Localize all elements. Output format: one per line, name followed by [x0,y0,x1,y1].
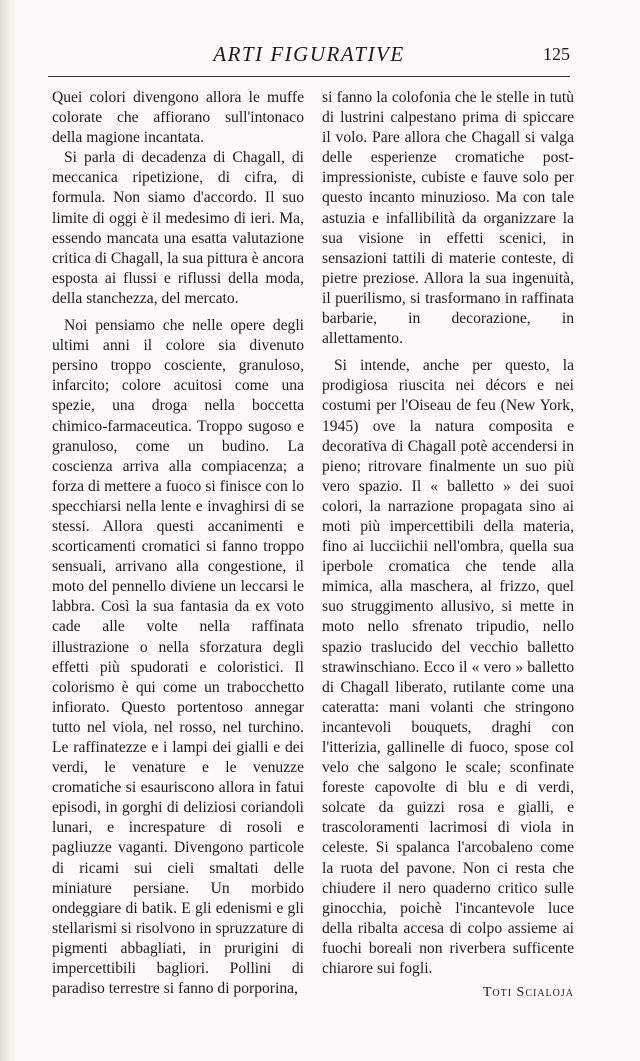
page-edge-shadow [0,0,16,1061]
right-column [322,88,574,1003]
running-head: ARTI FIGURATIVE [213,42,405,66]
paragraph: Noi pensiamo che nelle opere degli ultimi anni il colore sia divenuto persino troppo cosciente, granuloso, infarcito; colore acuitosi come una spezie, una droga nella boccetta chimico-farmaceutica. Troppo sugoso e granuloso, come un budino. La coscienza arriva alla compiacenza; a forza di mettere a fuoco si finisce con lo specchiarsi nella lente e invaghirsi di se stessi. Allora questi accanimenti e scorticamenti cromatici si fanno troppo sensuali, arrivano alla congestione, il moto del pennello diviene un leccarsi le labbra. Così la sua fantasia da ex voto cade alle volte nella raffinata illustrazione o nella sforzatura degli effetti più spudorati e coloristici. Il colorismo è qui come un trabocchetto infiorato. Questo portentoso annegar tutto nel viola, nel rosso, nel turchino. Le raffinatezze e i lampi dei gialli e dei verdi, le venature e le venuzze cromatiche si esauriscono allora in fatui episodi, in gorghi di deliziosi coriandoli lunari, e increspature di rosoli e pagliuzze vaganti. Divengono particole di ricami sui cieli smaltati delle miniature persiane. Un morbido ondeggiare di batik. E gli edenismi e gli stellarismi si risolvono in spruzzature di pigmenti abbagliati, in prurigini di impercettibili bagliori. Pollini di paradiso terrestre si fanno di porporina, [52,317,304,998]
paragraph: Quei colori divengono allora le muffe colorate che affiorano sull'intonaco della magione incantata. [52,89,304,147]
paragraph: Si intende, anche per questo, la prodigiosa riuscita nei décors e nei costumi per l'Oiseau de feu (New York, 1945) ove la natura composita e decorativa di Chagall potè accendersi in pieno; ritrovare finalmente un suo più vero spazio. Il « balletto » dei suoi colori, la narrazione propagata sino ai moti più impercettibili della materia, fino ai lucciichii nell'ombra, quella sua iperbole cromatica che tende alla mimica, alla maschera, al frizzo, quel suo struggimento allusivo, si mette in moto nello sfrenato tripudio, nello spazio traslucido del vecchio balletto strawinschiano. Ecco il « vero » balletto di Chagall liberato, rutilante come una cateratta: mani volanti che stringono incantevoli bouquets, draghi con l'itterizia, gallinelle di fuoco, spose col velo che salgono le scale; sconfinate foreste capovolte di blu e di verdi, solcate da guizzi rosa e gialli, e trascoloramenti lacrimosi di viola in celeste. Si spalanca l'arcobaleno come la ruota del pavone. Non ci resta che chiudere il nero quaderno critico sulle ginocchia, poichè l'incantevole luce della ribalta accesa di colpo assieme ai fuochi boreali non riverbera sufficente chiarore sui fogli. [322,357,574,978]
author-signature: Toti Scialoja [482,985,574,1001]
left-column [52,88,304,999]
paragraph: si fanno la colofonia che le stelle in tutù di lustrini calpestano prima di spiccare il volo. Pare allora che Chagall si valga delle esperienze cromatiche post-impressioniste, cubiste e fauve solo per questo incanto minuzioso. Ma con tale astuzia e infallibilità da organizzare la sua visione in effetti scenici, in sensazioni tattili di materie conteste, di pietre preziose. Allora la sua ingenuità, il puerilismo, si trasformano in raffinata barbarie, in decorazione, in allettamento. [322,89,574,348]
page-header [48,42,570,77]
paragraph: Si parla di decadenza di Chagall, di meccanica ripetizione, di cifra, di formula. Non siamo d'accordo. Il suo limite di oggi è il medesimo di ieri. Ma, essendo mancata una esatta valutazione critica di Chagall, la sua pittura è ancora esposta ai flussi e riflussi della moda, della stanchezza, del mercato. [52,149,304,307]
page-number: 125 [543,44,570,64]
